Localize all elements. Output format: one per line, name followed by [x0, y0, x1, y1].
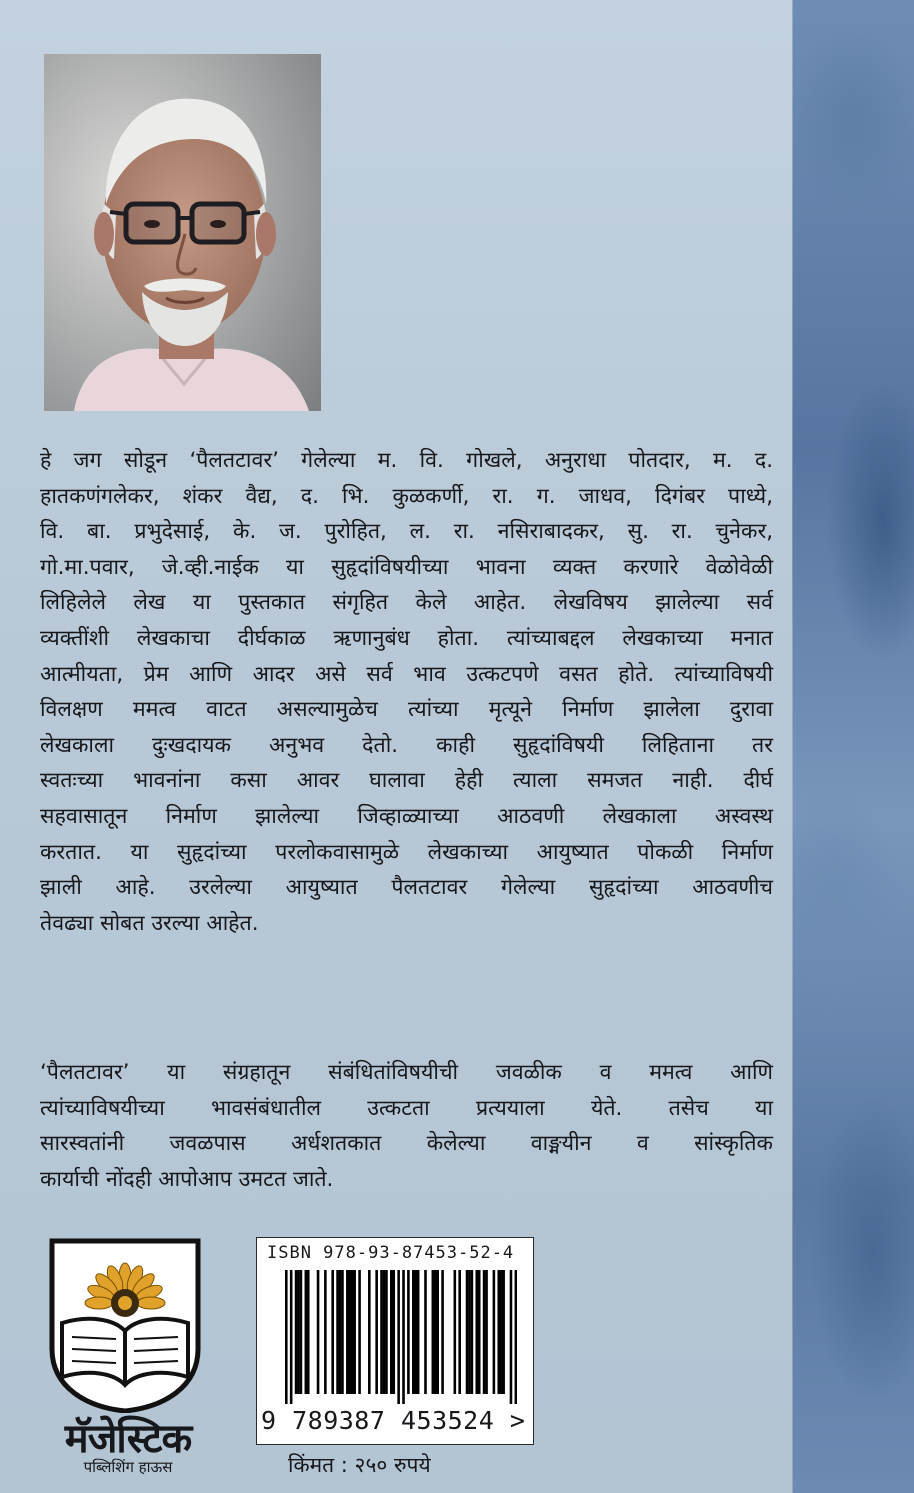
blurb-paragraph-1	[40, 443, 773, 941]
barcode-bar	[339, 1270, 342, 1394]
blurb-line: लिहिलेले लेख या पुस्तकात संगृहित केले आहेत. लेखविषय झालेल्या सर्व	[40, 590, 773, 616]
barcode-bar	[458, 1270, 461, 1394]
barcode-bar	[441, 1270, 444, 1394]
barcode-bar	[336, 1270, 339, 1394]
price-label: किंमत : २५० रुपये	[288, 1453, 431, 1477]
barcode-bar	[331, 1270, 334, 1394]
open-book-sun-icon	[44, 1237, 206, 1413]
barcode-bar	[493, 1270, 496, 1394]
blurb-line: आत्मीयता, प्रेम आणि आदर असे सर्व भाव उत्कटपणे वसत होते. त्यांच्याविषयी	[40, 661, 773, 687]
barcode-bar	[351, 1270, 354, 1394]
barcode-bar	[414, 1270, 417, 1394]
blurb-line: हातकणंगलेकर, शंकर वैद्य, द. भि. कुळकर्णी, रा. ग. जाधव, दिगंबर पाध्ये,	[40, 483, 773, 509]
barcode-bar	[346, 1270, 349, 1394]
barcode-bar	[324, 1270, 327, 1394]
watercolor-strip	[792, 0, 914, 1493]
blurb-line: विलक्षण ममत्व वाटत असल्यामुळेच त्यांच्या मृत्यूने निर्माण झालेला दुरावा	[40, 697, 773, 723]
blurb-line: ‘पैलतटावर’ या संग्रहातून संबंधितांविषयीची जवळीक व ममत्व आणि	[40, 1060, 773, 1085]
barcode-bar	[392, 1270, 395, 1394]
barcode-bar	[478, 1270, 481, 1394]
blurb-line: गो.मा.पवार, जे.व्ही.नाईक या सुहृदांविषयीच्या भावना व्यक्त करणारे वेळोवेळी	[40, 554, 773, 580]
barcode-bar	[295, 1270, 298, 1394]
barcode-bar	[341, 1270, 344, 1394]
barcode-bar	[305, 1270, 308, 1394]
barcode-bar	[485, 1270, 488, 1394]
barcode-bar	[368, 1270, 371, 1394]
publisher-subtitle: पब्लिशिंग हाऊस	[83, 1458, 173, 1476]
barcode-bar	[432, 1270, 435, 1394]
author-portrait-image	[44, 54, 321, 411]
blurb-line: त्यांच्याविषयीच्या भावसंबंधातील उत्कटता प्रत्ययाला येते. तसेच या	[40, 1095, 773, 1121]
barcode-bar	[375, 1270, 378, 1394]
barcode-bar	[483, 1270, 486, 1394]
blurb-line: तेवढ्या सोबत उरल्या आहेत.	[40, 910, 259, 936]
barcode-bar	[380, 1270, 383, 1394]
barcode-bar	[317, 1270, 320, 1394]
blurb-line: व्यक्तींशी लेखकाचा दीर्घकाळ ऋणानुबंध होता. त्यांच्याबद्दल लेखकाच्या मनात	[40, 625, 773, 651]
barcode-bar	[454, 1270, 457, 1394]
publisher-logo	[40, 1237, 216, 1477]
blurb-line: स्वतःच्या भावनांना कसा आवर घालावा हेही त्याला समजत नाही. दीर्घ	[40, 768, 773, 794]
isbn-barcode	[256, 1237, 534, 1445]
blurb-line: लेखकाला दुःखदायक अनुभव देतो. काही सुहृदांविषयी लिहिताना तर	[40, 732, 773, 758]
ean-digits: 9 789387 453524 >	[261, 1406, 526, 1435]
barcode-bar	[417, 1270, 420, 1394]
barcode-graphic	[285, 1270, 517, 1404]
barcode-bar	[500, 1270, 503, 1394]
barcode-bar	[468, 1270, 471, 1394]
barcode-bar	[510, 1270, 513, 1404]
barcode-bar	[412, 1270, 415, 1394]
barcode-bar	[424, 1270, 427, 1394]
author-photo	[44, 54, 321, 411]
blurb-line: वि. बा. प्रभुदेसाई, के. ज. पुरोहित, ल. रा. नसिराबादकर, सु. रा. चुनेकर,	[40, 519, 773, 545]
blurb-line: झाली आहे. उरलेल्या आयुष्यात पैलतटावर गेलेल्या सुहृदांच्या आठवणीच	[40, 875, 773, 901]
publisher-name: मॅजेस्टिक	[64, 1416, 192, 1462]
barcode-bar	[290, 1270, 293, 1404]
barcode-bar	[353, 1270, 356, 1394]
barcode-bar	[402, 1270, 405, 1404]
barcode-bar	[307, 1270, 310, 1394]
blurb-paragraph-2	[40, 1055, 773, 1197]
barcode-bar	[383, 1270, 386, 1394]
blurb-line: सहवासातून निर्माण झालेल्या जिव्हाळ्याच्या आठवणी लेखकाला अस्वस्थ	[40, 803, 773, 829]
barcode-bar	[466, 1270, 469, 1394]
barcode-bar	[434, 1270, 437, 1394]
blurb-line: सारस्वतांनी जवळपास अर्धशतकात केलेल्या वाङ्मयीन व सांस्कृतिक	[40, 1131, 773, 1157]
barcode-bar	[358, 1270, 361, 1394]
isbn-label: ISBN 978-93-87453-52-4	[267, 1243, 515, 1263]
barcode-bar	[475, 1270, 478, 1394]
barcode-bars	[285, 1270, 517, 1404]
barcode-bar	[515, 1270, 517, 1404]
barcode-bar	[436, 1270, 439, 1394]
barcode-bar	[390, 1270, 393, 1394]
barcode-bar	[397, 1270, 400, 1404]
blurb-line: कार्याची नोंदही आपोआप उमटत जाते.	[40, 1166, 334, 1192]
barcode-bar	[348, 1270, 351, 1394]
barcode-bar	[471, 1270, 474, 1394]
barcode-bar	[407, 1270, 410, 1394]
barcode-bar	[497, 1270, 500, 1394]
barcode-bar	[300, 1270, 303, 1394]
barcode-bar	[285, 1270, 288, 1404]
barcode-bar	[297, 1270, 300, 1394]
barcode-bar	[385, 1270, 388, 1394]
blurb-line: करतात. या सुहृदांच्या परलोकवासामुळे लेखकाच्या आयुष्यात पोकळी निर्माण	[40, 839, 773, 865]
barcode-bar	[502, 1270, 505, 1394]
blurb-line: हे जग सोडून ‘पैलतटावर’ गेलेल्या म. वि. गोखले, अनुराधा पोतदार, म. द.	[40, 448, 773, 473]
